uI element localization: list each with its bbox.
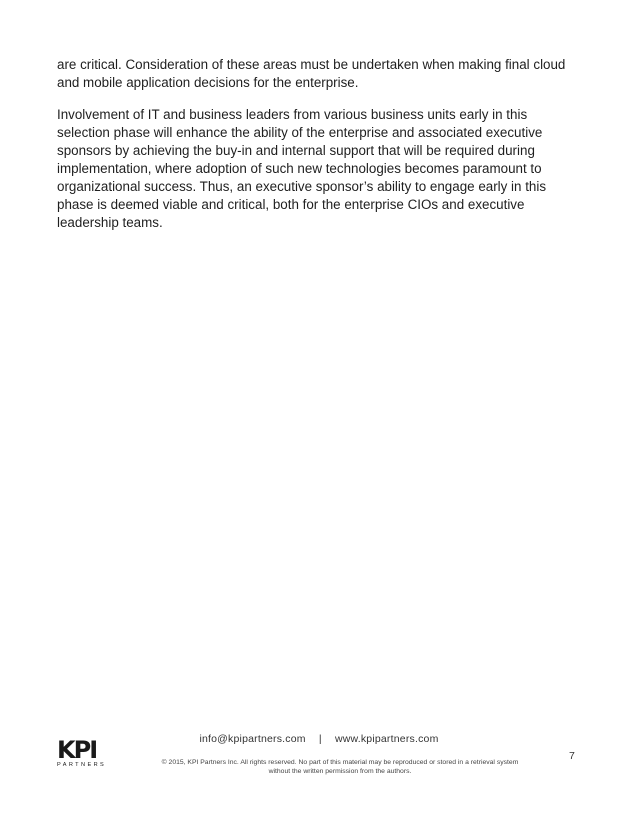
footer-separator: | (318, 733, 322, 745)
footer-email-link[interactable]: info@kpipartners.com (199, 733, 306, 745)
footer-website-link[interactable]: www.kpipartners.com (334, 733, 439, 745)
body-paragraph-1: are critical. Consideration of these areas must be undertaken when making final cloud and mobile application decisions for the enterprise. (57, 57, 566, 90)
page-number: 7 (569, 750, 575, 762)
body-paragraph-2: Involvement of IT and business leaders from various business units early in this selection phase will enhance the ability of the enterprise and associated executive sponsors by achieving the buy-in and internal support that will be required during implementation, where adoption of such new technologies becomes paramount to organizational success. Thus, an executive sponsor’s ability to engage early in this phase is deemed viable and critical, both for the enterprise CIOs and executive leadership teams. (57, 107, 547, 230)
copyright-line-2: without the written permission from the authors. (268, 768, 412, 775)
copyright-line-1: © 2015, KPI Partners Inc. All rights reserved. No part of this material may be reproduced or stored in a retrieval system (161, 759, 519, 766)
kpi-partners-logo (57, 738, 105, 772)
copyright-notice (120, 758, 560, 776)
logo-wordmark: KPI (57, 736, 97, 764)
logo-subtext: PARTNERS (57, 762, 107, 768)
